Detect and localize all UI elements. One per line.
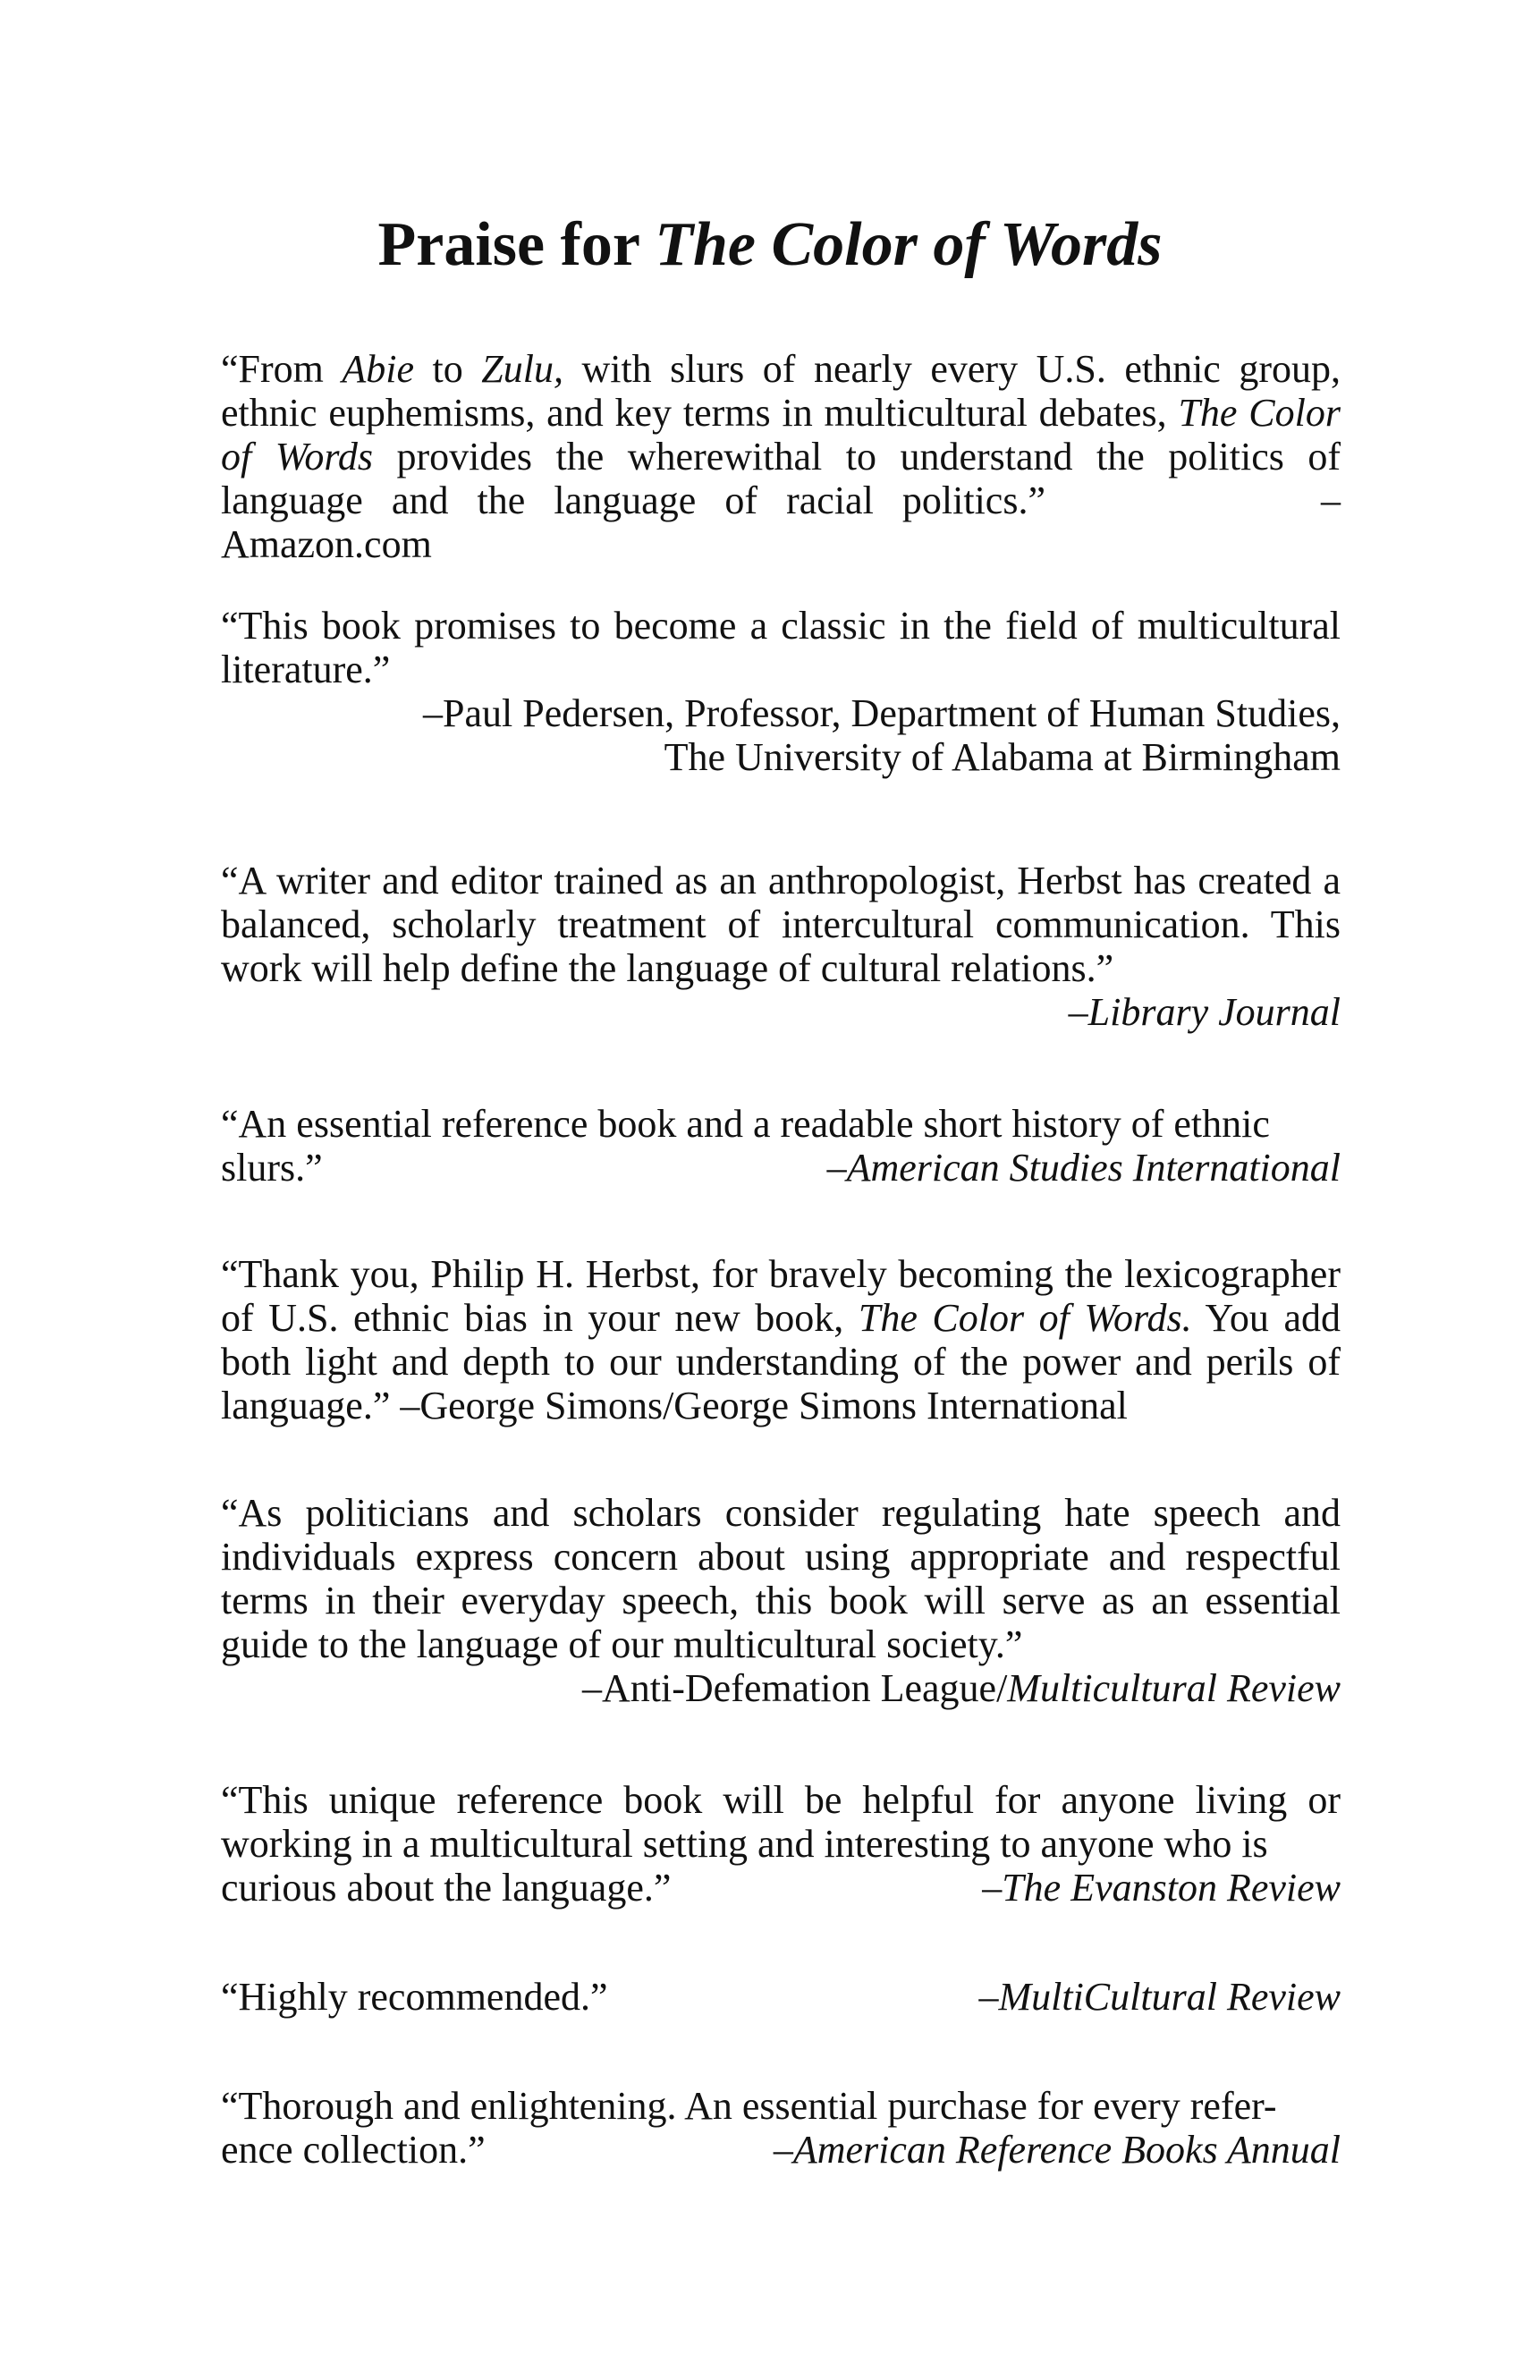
quote-library-journal xyxy=(221,859,1341,1034)
quote-attribution: –Amazon.com xyxy=(221,479,1341,566)
quote-last-line xyxy=(221,1866,1341,1910)
quote-last-line xyxy=(221,1146,1341,1190)
quote-evanston xyxy=(221,1778,1341,1910)
quote-amazon xyxy=(221,347,1341,566)
quote-attribution: –American Studies International xyxy=(826,1146,1341,1190)
quote-text-line1: “This unique reference book will be helpful for anyone living or working in a multicultural setting and interesting to anyone who is xyxy=(221,1778,1341,1866)
quote-text: “Thank you, Philip H. Herbst, for bravely becoming the lexicographer of U.S. ethnic bias in your new book, The Color of Words. You add both light and depth to our understanding of the power and perils of language.” –George Simons/George Simons International xyxy=(221,1252,1341,1427)
quote-last-line xyxy=(221,2128,1341,2172)
quote-american-studies xyxy=(221,1102,1341,1190)
quote-pedersen xyxy=(221,604,1341,779)
quote-text: “As politicians and scholars consider regulating hate speech and individuals express concern about using appropriate and respectful terms in their everyday speech, this book will serve as an essential guide to the language of our multicultural society.” xyxy=(221,1491,1341,1666)
quote-simons xyxy=(221,1252,1341,1427)
quote-attribution: –Anti-Defemation League/Multicultural Review xyxy=(582,1666,1341,1710)
quote-text-line2: curious about the language.” xyxy=(221,1866,672,1910)
quote-attribution: –MultiCultural Review xyxy=(978,1975,1341,2019)
quote-attribution: –The Evanston Review xyxy=(982,1866,1341,1910)
quote-text: “Highly recommended.” xyxy=(221,1975,608,2019)
title-book: The Color of Words xyxy=(655,210,1163,279)
quote-attribution: –Library Journal xyxy=(1068,990,1341,1034)
quote-attribution-line2: The University of Alabama at Birmingham xyxy=(664,735,1341,779)
quote-text: “From Abie to Zulu, with slurs of nearly every U.S. ethnic group, ethnic euphemisms, and key terms in multicultural debates, The Color of Words provides the wherewithal to understand the politics of language and the language of racial politics.” –Amazon.com xyxy=(221,347,1341,566)
page-title xyxy=(0,210,1540,279)
quote-text-line1: “An essential reference book and a readable short history of ethnic xyxy=(221,1102,1270,1146)
quote-adl xyxy=(221,1491,1341,1710)
quote-multicultural xyxy=(221,1975,1341,2019)
title-prefix: Praise for xyxy=(377,210,656,279)
quote-attribution-line1: –Paul Pedersen, Professor, Department of Human Studies, xyxy=(423,691,1341,735)
quote-text: “A writer and editor trained as an anthropologist, Herbst has created a balanced, scholarly treatment of intercultural communication. This work will help define the language of cultural relations.” xyxy=(221,859,1341,990)
quote-text-line2: ence collection.” xyxy=(221,2128,486,2172)
quote-line xyxy=(221,1975,1341,2019)
quote-arba xyxy=(221,2084,1341,2172)
quote-text: “This book promises to become a classic in the field of multicultural literature.” xyxy=(221,604,1341,691)
quote-attribution: –American Reference Books Annual xyxy=(773,2128,1341,2172)
quote-text-line2: slurs.” xyxy=(221,1146,323,1190)
quote-attribution: –George Simons/George Simons International xyxy=(400,1384,1128,1427)
quote-text-line1: “Thorough and enlightening. An essential purchase for every refer- xyxy=(221,2084,1277,2128)
